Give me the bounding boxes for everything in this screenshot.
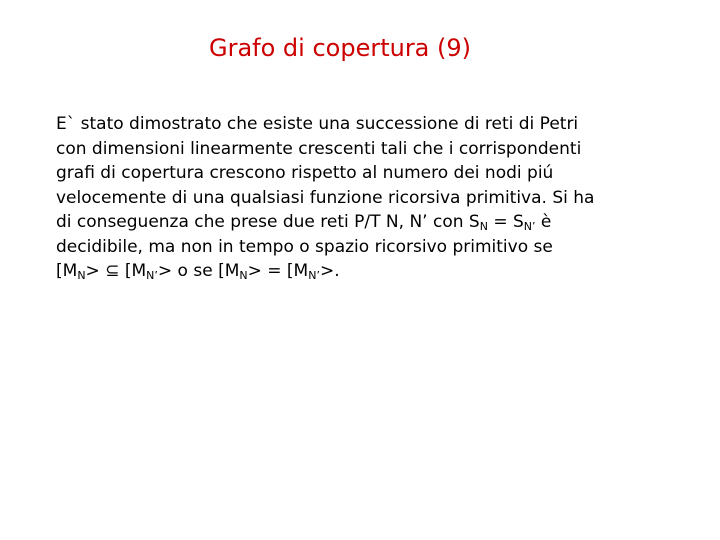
text-segment: > o se [M (157, 261, 240, 281)
body-line: E` stato dimostrato che esiste una successione di reti di Petri (56, 114, 579, 134)
subscript: N’ (523, 220, 536, 233)
body-line-condition (56, 210, 676, 235)
text-segment: > = [M (247, 261, 309, 281)
subscript: N (77, 269, 86, 282)
text-segment: [M (56, 261, 78, 281)
subscript: N (239, 269, 248, 282)
body-line: grafi di copertura crescono rispetto al numero dei nodi piú (56, 163, 554, 183)
body-line: decidibile, ma non in tempo o spazio ricorsivo primitivo se (56, 236, 553, 257)
text-segment: >. (319, 261, 340, 281)
subscript: N’ (308, 269, 320, 282)
subscript: N’ (146, 269, 158, 282)
text-segment: = S (487, 212, 524, 232)
text-segment: > ⊆ [M (85, 261, 147, 281)
body-line-formula (56, 259, 676, 284)
subscript: N (479, 220, 488, 233)
slide-body-text (56, 112, 676, 284)
body-line: con dimensioni linearmente crescenti tali che i corrispondenti (56, 138, 582, 159)
body-line: velocemente di una qualsiasi funzione ricorsiva primitiva. Si ha (56, 187, 595, 208)
text-segment: di conseguenza che prese due reti P/T N, N’ con S (56, 212, 480, 232)
text-segment: è (535, 212, 552, 232)
slide-title: Grafo di copertura (9) (208, 34, 472, 62)
